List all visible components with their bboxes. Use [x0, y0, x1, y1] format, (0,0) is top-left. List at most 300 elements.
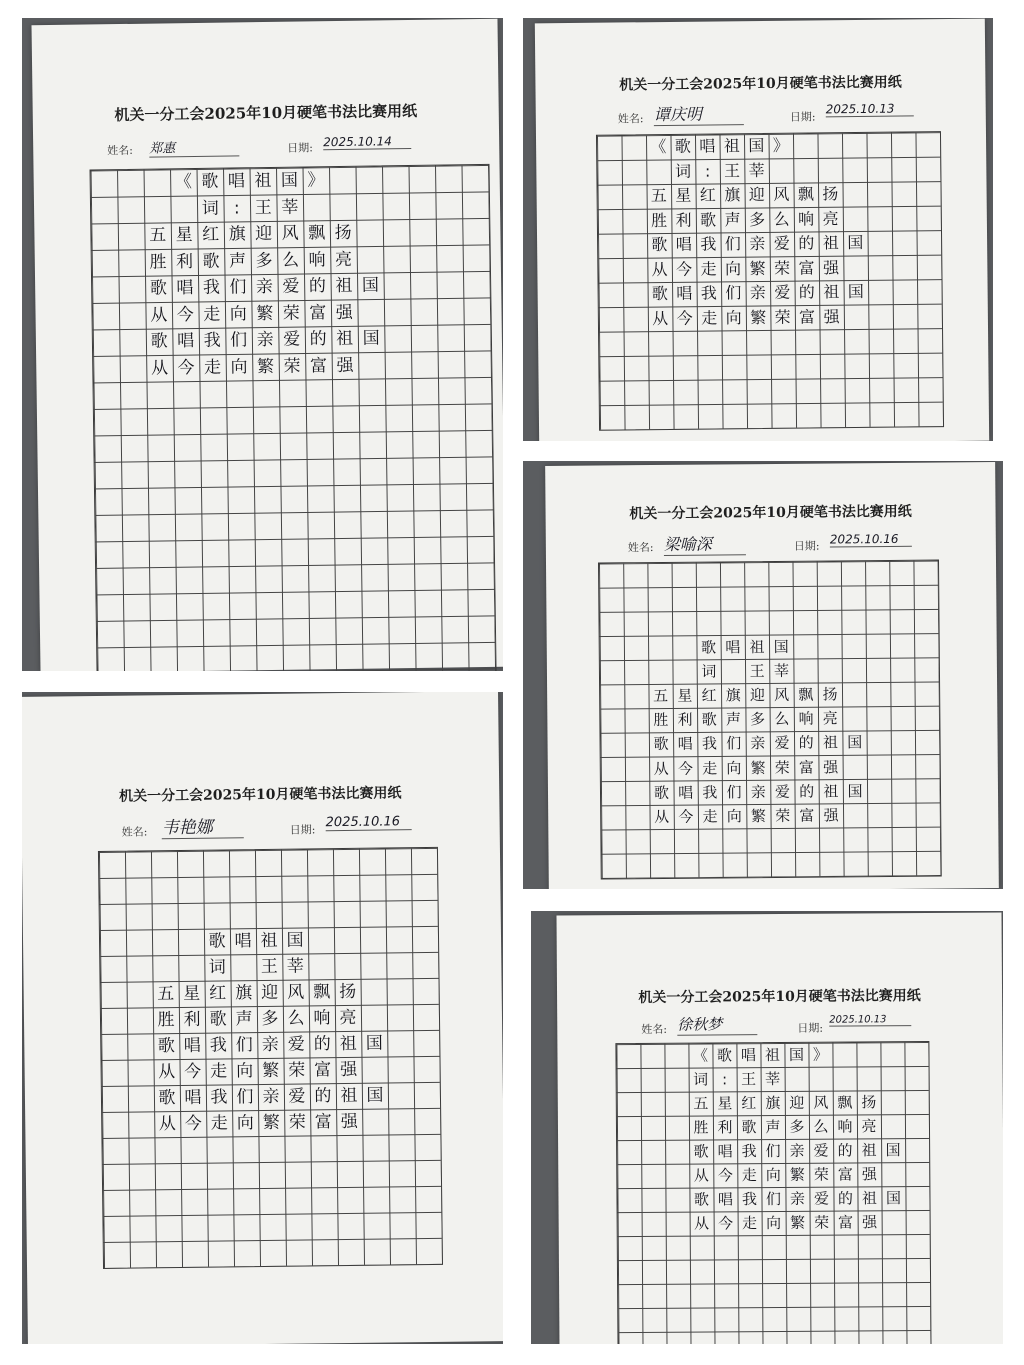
- handwritten-char: 荣: [813, 1165, 829, 1184]
- handwritten-char: 莘: [748, 160, 765, 180]
- handwritten-char: 的: [308, 276, 327, 297]
- sheet-title: 机关一分工会2025年10月硬笔书法比赛用纸: [114, 101, 418, 125]
- handwritten-char: 旗: [725, 686, 741, 705]
- handwritten-char: 繁: [750, 807, 767, 826]
- handwritten-char: 风: [287, 982, 305, 1003]
- handwritten-char: 国: [280, 170, 299, 191]
- handwritten-char: 从: [158, 1114, 176, 1135]
- handwritten-char: 王: [260, 956, 278, 978]
- handwritten-char: 多: [750, 710, 766, 729]
- handwritten-char: 利: [677, 710, 693, 730]
- handwritten-char: 飘: [313, 982, 331, 1003]
- handwritten-char: :: [722, 1070, 728, 1089]
- handwritten-char: 的: [309, 329, 327, 350]
- handwritten-char: 星: [675, 185, 692, 205]
- handwritten-char: 国: [362, 328, 380, 349]
- handwritten-char: 们: [765, 1189, 782, 1209]
- handwritten-char: 祖: [723, 136, 740, 156]
- date-value: 2025.10.14: [323, 134, 411, 150]
- handwritten-char: 富: [798, 257, 815, 278]
- handwritten-char: 星: [183, 983, 201, 1004]
- handwritten-char: 走: [702, 759, 718, 778]
- handwritten-char: 旗: [724, 185, 741, 205]
- handwritten-char: 向: [236, 1061, 254, 1082]
- handwritten-char: 五: [650, 185, 667, 206]
- handwritten-char: 爱: [774, 282, 791, 302]
- date-value: 2025.10.16: [326, 814, 412, 831]
- handwritten-char: 今: [184, 1061, 202, 1082]
- handwritten-char: 祖: [340, 1085, 358, 1107]
- handwritten-char: 今: [676, 259, 693, 279]
- handwritten-char: 繁: [750, 307, 767, 327]
- handwritten-char: 亮: [822, 709, 838, 728]
- handwritten-char: 星: [175, 225, 193, 246]
- handwritten-char: 歌: [157, 1036, 175, 1057]
- handwritten-char: 祖: [260, 930, 278, 952]
- handwritten-char: 国: [773, 637, 789, 656]
- handwritten-char: 走: [700, 258, 717, 279]
- handwritten-char: 走: [203, 304, 221, 325]
- handwritten-char: 强: [340, 1059, 358, 1081]
- handwritten-char: 唱: [183, 1035, 201, 1056]
- photo-sheet-4: [22, 692, 503, 1344]
- handwritten-char: 多: [789, 1117, 805, 1136]
- handwritten-char: 扬: [861, 1093, 877, 1112]
- handwritten-char: 》: [812, 1045, 829, 1064]
- handwritten-char: 飘: [308, 223, 326, 244]
- handwritten-char: 国: [847, 281, 864, 302]
- handwritten-char: 多: [748, 209, 766, 229]
- handwritten-char: 红: [699, 185, 716, 205]
- handwritten-char: 向: [725, 307, 742, 327]
- handwritten-char: 旗: [228, 224, 246, 245]
- handwritten-char: 繁: [256, 303, 274, 324]
- handwritten-char: 旗: [235, 983, 253, 1004]
- handwritten-char: 《: [692, 1046, 709, 1065]
- handwritten-char: 风: [773, 184, 790, 204]
- name-value: 梁喻深: [664, 531, 746, 556]
- handwritten-char: 歌: [700, 209, 717, 230]
- handwritten-char: 歌: [208, 931, 226, 952]
- handwritten-char: 利: [717, 1118, 733, 1137]
- handwritten-char: 歌: [202, 251, 220, 272]
- handwritten-char: 繁: [262, 1060, 280, 1082]
- handwritten-char: 今: [184, 1113, 202, 1134]
- handwritten-char: 繁: [750, 758, 766, 777]
- handwritten-char: 的: [798, 233, 815, 253]
- handwritten-char: 从: [150, 357, 169, 379]
- date-label: 日期:: [789, 110, 816, 124]
- handwritten-char: 莘: [286, 956, 304, 977]
- handwritten-char: 唱: [699, 136, 716, 156]
- handwritten-char: 国: [788, 1045, 805, 1064]
- handwritten-char: 强: [823, 806, 839, 825]
- sheet-title: 机关一分工会2025年10月硬笔书法比赛用纸: [619, 74, 902, 94]
- handwritten-char: 词: [208, 957, 226, 978]
- handwritten-char: 国: [366, 1085, 384, 1106]
- handwritten-char: 唱: [717, 1142, 733, 1161]
- handwritten-char: 强: [340, 1111, 358, 1133]
- handwritten-char: 迎: [789, 1093, 805, 1112]
- handwritten-char: 唱: [740, 1046, 757, 1065]
- handwritten-char: 我: [741, 1190, 758, 1209]
- handwritten-char: 胜: [651, 210, 668, 230]
- photo-sheet-5: [531, 911, 1003, 1344]
- handwritten-char: 扬: [822, 685, 838, 704]
- handwritten-char: 词: [701, 662, 717, 681]
- handwritten-char: 么: [813, 1117, 829, 1136]
- handwritten-char: 扬: [339, 981, 357, 1003]
- handwritten-char: 走: [702, 807, 718, 826]
- handwritten-char: 唱: [678, 783, 694, 802]
- handwritten-char: 红: [741, 1094, 757, 1113]
- handwritten-char: 胜: [157, 1010, 175, 1031]
- handwritten-char: 今: [676, 308, 693, 328]
- handwritten-char: 么: [773, 209, 790, 229]
- handwritten-char: 走: [701, 307, 718, 328]
- handwritten-char: 风: [281, 223, 299, 244]
- sheet-paper: [31, 19, 503, 671]
- handwritten-char: 的: [837, 1141, 853, 1160]
- handwritten-char: 响: [837, 1117, 853, 1136]
- handwritten-char: 歌: [693, 1142, 709, 1161]
- handwritten-char: :: [704, 161, 711, 181]
- handwritten-char: 亮: [861, 1117, 877, 1136]
- handwritten-char: 亲: [256, 329, 274, 351]
- handwritten-char: 利: [175, 251, 194, 272]
- handwritten-char: 祖: [254, 170, 272, 192]
- handwritten-char: 唱: [677, 735, 693, 754]
- handwritten-char: 的: [798, 282, 815, 302]
- handwritten-char: 祖: [335, 275, 353, 297]
- handwritten-char: 从: [651, 259, 668, 279]
- handwritten-char: 多: [261, 1008, 279, 1030]
- handwritten-char: 王: [741, 1070, 757, 1089]
- handwritten-char: 爱: [773, 233, 790, 253]
- handwritten-char: 歌: [209, 1009, 227, 1030]
- sheet-paper: [545, 462, 999, 889]
- handwritten-char: 歌: [716, 1046, 733, 1065]
- handwritten-char: 强: [861, 1165, 877, 1184]
- handwritten-char: 们: [235, 1035, 253, 1056]
- handwritten-char: 红: [701, 686, 717, 705]
- handwritten-char: 亲: [750, 734, 766, 753]
- handwritten-char: 迎: [749, 686, 766, 705]
- handwritten-char: 国: [748, 135, 765, 156]
- handwritten-char: 荣: [288, 1060, 306, 1081]
- handwritten-char: 富: [309, 302, 327, 323]
- handwritten-char: 荣: [774, 258, 791, 278]
- name-label: 姓名:: [107, 143, 134, 158]
- handwritten-char: 红: [202, 224, 220, 245]
- photo-sheet-1: [22, 18, 503, 671]
- date-value: 2025.10.16: [830, 532, 912, 548]
- handwritten-char: 亲: [255, 276, 274, 298]
- handwritten-char: 祖: [339, 1033, 357, 1055]
- handwritten-char: 我: [741, 1142, 757, 1161]
- handwritten-char: 繁: [256, 356, 275, 377]
- handwritten-char: 强: [823, 257, 840, 277]
- handwritten-char: :: [233, 197, 240, 218]
- handwritten-char: 利: [675, 210, 692, 230]
- handwritten-char: 旗: [765, 1094, 781, 1113]
- handwritten-char: 亮: [334, 249, 353, 270]
- handwritten-char: 走: [210, 1061, 228, 1082]
- handwritten-char: 唱: [725, 637, 741, 656]
- handwritten-char: 荣: [283, 356, 301, 377]
- handwritten-char: 风: [774, 685, 790, 704]
- handwritten-char: 歌: [701, 710, 717, 729]
- handwritten-char: 扬: [334, 222, 352, 244]
- handwritten-char: 迎: [748, 184, 765, 205]
- handwritten-char: 强: [862, 1213, 878, 1232]
- handwritten-char: 声: [725, 710, 742, 729]
- handwritten-char: 今: [177, 357, 195, 378]
- handwritten-char: 爱: [282, 276, 300, 297]
- handwritten-char: 我: [203, 330, 221, 351]
- handwritten-char: 国: [365, 1033, 383, 1054]
- sheet-title: 机关一分工会2025年10月硬笔书法比赛用纸: [629, 503, 912, 523]
- handwritten-char: 向: [765, 1165, 781, 1185]
- handwritten-char: 祖: [823, 782, 839, 801]
- handwritten-char: 唱: [717, 1190, 734, 1209]
- handwritten-char: 繁: [789, 1165, 805, 1184]
- handwritten-char: 风: [813, 1093, 829, 1112]
- handwritten-char: 爱: [774, 734, 790, 753]
- handwritten-char: 声: [235, 1009, 253, 1030]
- handwritten-char: 歌: [201, 171, 219, 192]
- handwritten-char: 祖: [822, 233, 839, 253]
- handwritten-char: 向: [726, 758, 742, 777]
- handwritten-char: 歌: [651, 234, 668, 255]
- handwritten-char: 富: [314, 1060, 332, 1081]
- handwritten-char: 富: [799, 306, 816, 327]
- photo-sheet-3: [523, 461, 1003, 889]
- handwritten-char: 歌: [674, 136, 691, 156]
- handwritten-char: 胜: [653, 711, 669, 730]
- handwritten-char: 今: [717, 1166, 733, 1185]
- handwritten-char: 》: [772, 135, 789, 155]
- handwritten-char: 强: [335, 302, 353, 323]
- handwritten-char: 唱: [176, 278, 194, 299]
- handwritten-char: 么: [774, 710, 790, 729]
- handwritten-char: 们: [236, 1087, 254, 1108]
- handwritten-char: 富: [799, 806, 815, 825]
- handwritten-char: 歌: [693, 1190, 710, 1209]
- handwritten-char: 五: [653, 686, 669, 706]
- handwritten-char: 响: [313, 1008, 331, 1029]
- handwritten-char: 的: [837, 1189, 854, 1208]
- handwritten-char: 五: [693, 1094, 709, 1113]
- handwritten-char: 富: [314, 1112, 332, 1133]
- handwritten-char: 荣: [775, 806, 791, 825]
- handwritten-char: 我: [202, 277, 221, 298]
- handwritten-char: 走: [210, 1113, 228, 1134]
- writing-grid: [98, 847, 443, 1269]
- handwritten-char: 唱: [234, 931, 252, 952]
- handwritten-char: 王: [749, 661, 765, 680]
- handwritten-char: 们: [725, 283, 742, 303]
- date-value: 2025.10.13: [826, 101, 914, 117]
- handwritten-char: 向: [230, 356, 248, 378]
- handwritten-char: 爱: [283, 329, 301, 350]
- handwritten-char: 五: [149, 225, 167, 246]
- date-label: 日期:: [793, 539, 820, 553]
- handwritten-char: 们: [765, 1141, 781, 1161]
- handwritten-char: 祖: [823, 282, 840, 302]
- handwritten-char: 莘: [765, 1070, 781, 1089]
- handwritten-char: 祖: [764, 1046, 781, 1065]
- handwritten-char: 《: [174, 172, 193, 193]
- name-value: 郑惠: [149, 136, 239, 157]
- date-label: 日期:: [289, 823, 316, 837]
- handwritten-char: 我: [210, 1087, 228, 1108]
- date-value: 2025.10.13: [829, 1014, 911, 1027]
- handwritten-char: 词: [201, 198, 219, 219]
- handwritten-char: 星: [717, 1094, 733, 1113]
- handwritten-char: 们: [726, 783, 742, 802]
- handwritten-char: 响: [308, 249, 326, 270]
- handwritten-char: 爱: [774, 782, 791, 801]
- handwritten-char: 》: [307, 170, 325, 191]
- handwritten-char: 走: [203, 357, 222, 378]
- handwritten-char: 歌: [653, 735, 669, 754]
- handwritten-char: 们: [229, 277, 247, 298]
- handwritten-char: 飘: [798, 685, 814, 704]
- handwritten-char: 声: [724, 209, 741, 229]
- handwritten-char: 荣: [282, 303, 300, 324]
- sheet-paper: [22, 692, 503, 1344]
- handwritten-char: 亲: [750, 782, 766, 801]
- handwritten-char: 的: [313, 1034, 331, 1055]
- handwritten-char: 五: [157, 984, 175, 1005]
- handwritten-char: 向: [725, 258, 742, 278]
- handwritten-char: 利: [183, 1009, 201, 1030]
- handwritten-char: 我: [209, 1035, 227, 1056]
- handwritten-char: 繁: [262, 1112, 280, 1134]
- handwritten-char: 星: [677, 686, 693, 705]
- handwritten-char: 歌: [150, 331, 168, 352]
- handwritten-char: 的: [314, 1086, 332, 1107]
- handwritten-char: 莘: [773, 661, 790, 680]
- handwritten-char: 国: [361, 275, 380, 296]
- handwritten-char: 们: [230, 330, 248, 351]
- handwritten-char: 声: [765, 1118, 781, 1137]
- handwritten-char: 今: [176, 304, 194, 325]
- handwritten-char: 王: [254, 197, 272, 218]
- handwritten-char: 强: [823, 306, 840, 326]
- name-value: 徐秋梦: [677, 1013, 757, 1036]
- handwritten-char: 飘: [837, 1093, 853, 1112]
- handwritten-char: 国: [847, 232, 864, 253]
- handwritten-char: 么: [281, 250, 300, 271]
- handwritten-char: 唱: [184, 1087, 202, 1108]
- handwritten-char: 富: [837, 1165, 853, 1184]
- handwritten-char: 唱: [177, 331, 195, 352]
- handwritten-char: 国: [847, 782, 863, 801]
- handwritten-char: 亮: [822, 208, 839, 228]
- handwritten-char: 祖: [749, 637, 765, 656]
- handwritten-char: 富: [838, 1213, 854, 1232]
- handwritten-char: 祖: [861, 1189, 878, 1208]
- sheet-title: 机关一分工会2025年10月硬笔书法比赛用纸: [638, 988, 921, 1006]
- handwritten-char: 国: [885, 1189, 902, 1208]
- handwritten-char: 歌: [651, 283, 668, 304]
- handwritten-char: 富: [798, 758, 815, 777]
- handwritten-char: 荣: [774, 758, 790, 777]
- handwritten-char: 国: [286, 930, 304, 951]
- name-value: 韦艳娜: [161, 812, 243, 839]
- handwritten-char: 迎: [255, 223, 273, 245]
- name-label: 姓名:: [627, 541, 654, 555]
- handwritten-char: 向: [726, 807, 742, 826]
- handwritten-char: 从: [654, 807, 670, 827]
- handwritten-char: 从: [693, 1166, 709, 1185]
- handwritten-char: 歌: [741, 1118, 757, 1137]
- name-label: 姓名:: [617, 112, 644, 126]
- handwritten-char: 走: [742, 1214, 758, 1233]
- handwritten-char: 词: [674, 161, 692, 181]
- handwritten-char: 胜: [149, 251, 167, 273]
- handwritten-char: 唱: [227, 171, 246, 192]
- handwritten-char: 国: [885, 1141, 901, 1160]
- handwritten-char: 爱: [813, 1189, 830, 1208]
- date-label: 日期:: [797, 1021, 824, 1035]
- handwritten-char: 富: [309, 355, 328, 376]
- handwritten-char: 我: [702, 783, 718, 802]
- handwritten-char: 亲: [262, 1086, 280, 1108]
- writing-grid: [615, 1041, 931, 1344]
- handwritten-char: 从: [653, 759, 669, 778]
- sheet-paper: [535, 19, 989, 441]
- handwritten-char: 今: [718, 1214, 734, 1233]
- handwritten-char: 繁: [749, 258, 766, 278]
- handwritten-char: 扬: [822, 184, 839, 204]
- handwritten-char: 《: [650, 136, 667, 157]
- handwritten-char: 今: [678, 807, 694, 826]
- handwritten-char: 祖: [336, 328, 354, 350]
- handwritten-char: 歌: [149, 278, 168, 299]
- handwritten-char: 我: [701, 734, 718, 754]
- handwritten-char: 们: [724, 234, 741, 254]
- handwritten-char: 荣: [774, 307, 791, 327]
- photo-sheet-2: [523, 18, 993, 441]
- date-label: 日期:: [287, 141, 314, 155]
- handwritten-char: 向: [229, 303, 247, 325]
- handwritten-char: 从: [652, 308, 669, 328]
- handwritten-char: 亲: [749, 233, 766, 254]
- handwritten-char: 亲: [789, 1141, 805, 1160]
- handwritten-char: 词: [693, 1070, 709, 1089]
- name-value: 谭庆明: [654, 101, 744, 126]
- handwritten-char: 祖: [822, 733, 839, 752]
- handwritten-char: 今: [677, 759, 694, 778]
- handwritten-char: 飘: [797, 184, 814, 204]
- handwritten-char: 爱: [287, 1034, 305, 1055]
- handwritten-char: 亲: [789, 1189, 806, 1208]
- handwritten-char: 歌: [701, 638, 717, 657]
- handwritten-char: 歌: [158, 1088, 176, 1109]
- handwritten-char: 迎: [261, 982, 279, 1004]
- handwritten-char: 向: [236, 1113, 254, 1134]
- handwritten-char: 们: [726, 734, 742, 753]
- handwritten-char: 走: [741, 1166, 757, 1185]
- handwritten-char: 么: [287, 1008, 305, 1029]
- writing-grid: [596, 131, 944, 431]
- handwritten-char: 唱: [676, 283, 693, 303]
- writing-grid: [598, 560, 942, 880]
- handwritten-char: 我: [700, 283, 717, 303]
